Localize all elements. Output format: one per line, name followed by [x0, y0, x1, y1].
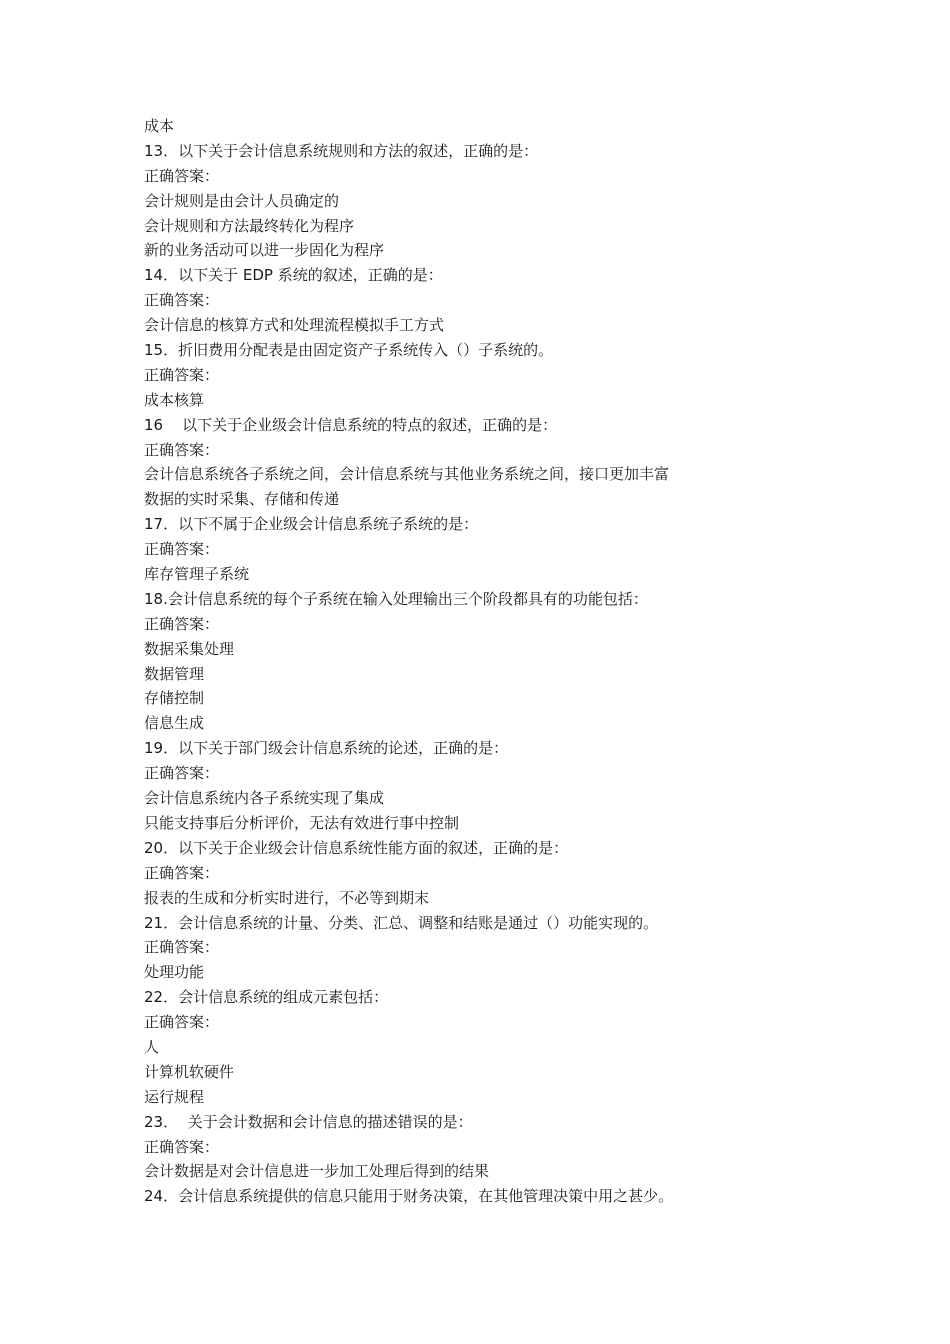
- document-body: [144, 114, 904, 1209]
- answer-text: 运行规程: [144, 1087, 205, 1106]
- answer-text: 数据管理: [144, 664, 205, 683]
- question-text: 20．以下关于企业级会计信息系统性能方面的叙述，正确的是：: [144, 838, 569, 857]
- question-text: 14．以下关于 EDP 系统的叙述，正确的是：: [144, 266, 443, 285]
- answer-label: 正确答案：: [144, 365, 220, 384]
- answer-text: 存储控制: [144, 689, 205, 708]
- question-text: 22．会计信息系统的组成元素包括：: [144, 988, 389, 1007]
- answer-label: 正确答案：: [144, 540, 220, 559]
- answer-text: 报表的生成和分析实时进行，不必等到期末: [144, 888, 430, 907]
- answer-label: 正确答案：: [144, 764, 220, 783]
- answer-text: 会计信息的核算方式和处理流程模拟手工方式: [144, 316, 445, 335]
- answer-text: 会计信息系统各子系统之间，会计信息系统与其他业务系统之间，接口更加丰富: [144, 465, 670, 484]
- answer-text: 只能支持事后分析评价，无法有效进行事中控制: [144, 813, 460, 832]
- question-text: 13．以下关于会计信息系统规则和方法的叙述，正确的是：: [144, 141, 539, 160]
- answer-text: 会计规则是由会计人员确定的: [144, 191, 340, 210]
- answer-text: 新的业务活动可以进一步固化为程序: [144, 241, 385, 260]
- answer-label: 正确答案：: [144, 863, 220, 882]
- answer-text: 会计规则和方法最终转化为程序: [144, 216, 355, 235]
- question-text: 21．会计信息系统的计量、分类、汇总、调整和结账是通过（）功能实现的。: [144, 913, 659, 932]
- question-text: 15．折旧费用分配表是由固定资产子系统传入（）子系统的。: [144, 341, 554, 360]
- answer-text: 成本核算: [144, 390, 205, 409]
- answer-label: 正确答案：: [144, 614, 220, 633]
- question-text: 23． 关于会计数据和会计信息的描述错误的是：: [144, 1112, 473, 1131]
- answer-label: 正确答案：: [144, 938, 220, 957]
- answer-label: 正确答案：: [144, 291, 220, 310]
- answer-text: 处理功能: [144, 963, 205, 982]
- answer-label: 正确答案：: [144, 440, 220, 459]
- question-text: 24．会计信息系统提供的信息只能用于财务决策，在其他管理决策中用之甚少。: [144, 1187, 674, 1206]
- answer-text: 数据的实时采集、存储和传递: [144, 490, 340, 509]
- question-text: 17．以下不属于企业级会计信息系统子系统的是：: [144, 515, 479, 534]
- answer-text: 人: [144, 1037, 160, 1056]
- answer-text: 会计信息系统内各子系统实现了集成: [144, 789, 385, 808]
- question-text: 16 以下关于企业级会计信息系统的特点的叙述，正确的是：: [144, 415, 558, 434]
- question-text: 18.会计信息系统的每个子系统在输入处理输出三个阶段都具有的功能包括：: [144, 589, 648, 608]
- answer-text: 计算机软硬件: [144, 1062, 235, 1081]
- answer-label: 正确答案：: [144, 166, 220, 185]
- answer-text: 成本: [144, 117, 175, 135]
- question-text: 19．以下关于部门级会计信息系统的论述，正确的是：: [144, 739, 509, 758]
- answer-label: 正确答案：: [144, 1013, 220, 1032]
- answer-label: 正确答案：: [144, 1137, 220, 1156]
- answer-text: 会计数据是对会计信息进一步加工处理后得到的结果: [144, 1162, 490, 1181]
- answer-text: 信息生成: [144, 714, 205, 733]
- answer-text: 数据采集处理: [144, 639, 235, 658]
- answer-text: 库存管理子系统: [144, 565, 250, 584]
